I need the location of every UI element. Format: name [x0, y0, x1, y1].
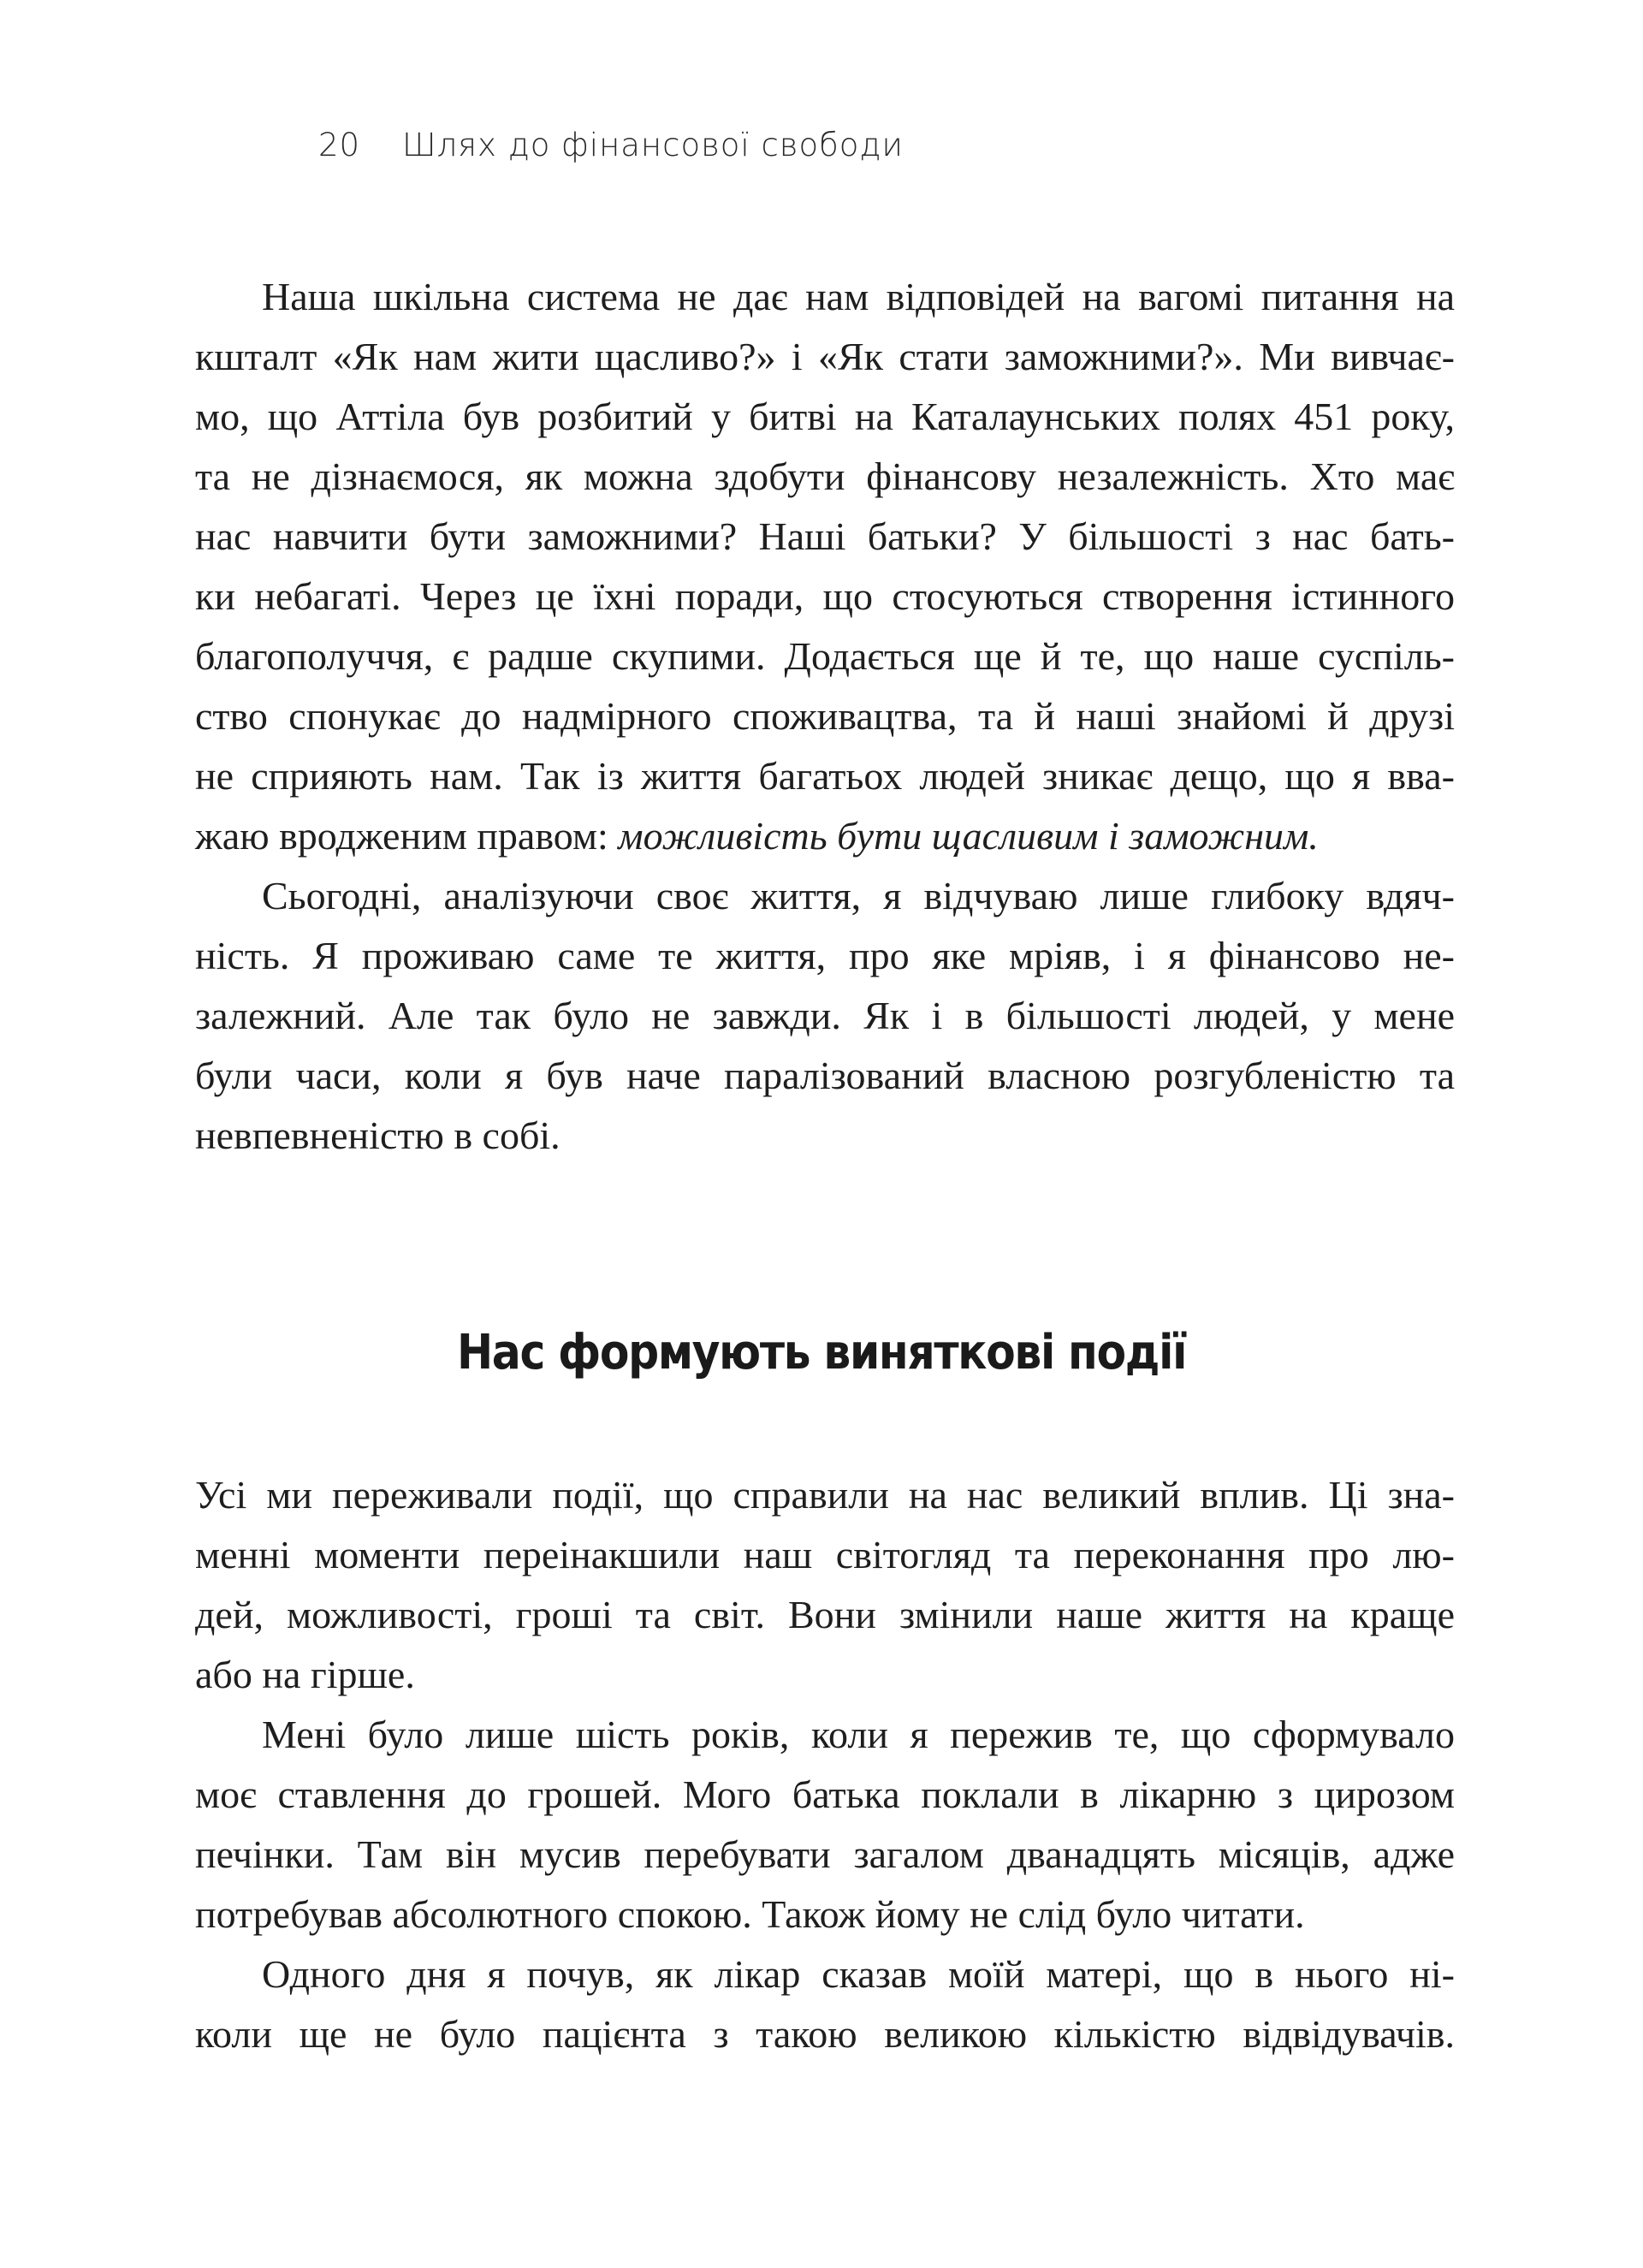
text-line: [195, 806, 1455, 866]
text-line: Мені було лише шість років, коли я пережив те, що сформувало: [262, 1713, 1455, 1756]
text-line: печінки. Там він мусив перебувати загалом дванадцять місяців, адже: [195, 1832, 1455, 1876]
text-line: менні моменти переінакшили наш світогляд та переконання про лю-: [195, 1533, 1455, 1576]
text-line: моє ставлення до грошей. Мого батька поклали в лікарню з цирозом: [195, 1772, 1455, 1816]
text-line: нас навчити бути заможними? Наші батьки? У більшості з нас бать-: [195, 514, 1455, 558]
text-line: коли ще не було пацієнта з такою великою кількістю відвідувачів.: [195, 2012, 1455, 2056]
section-heading: Нас формують виняткові події: [456, 1325, 1187, 1380]
text-line: Одного дня я почув, як лікар сказав моїй матері, що в нього ні-: [262, 1952, 1455, 1996]
text-line: потребував абсолютного спокою. Також йому не слід було читати.: [195, 1892, 1305, 1936]
text-line: не сприяють нам. Так із життя багатьох людей зникає дещо, що я вва-: [195, 754, 1455, 798]
text-line: Усі ми переживали події, що справили на нас великий вплив. Ці зна-: [195, 1473, 1455, 1517]
text-line: ність. Я проживаю саме те життя, про яке мріяв, і я фінансово не-: [195, 934, 1455, 977]
text-line: мо, що Аттіла був розбитий у битві на Каталаунських полях 451 року,: [195, 395, 1455, 438]
running-header: [318, 127, 904, 163]
text-line: або на гірше.: [195, 1653, 415, 1696]
text-line: ки небагаті. Через це їхні поради, що стосуються створення істинного: [195, 574, 1455, 618]
text-line: благополуччя, є радше скупими. Додається ще й те, що наше суспіль-: [195, 634, 1455, 678]
text-line: та не дізнаємося, як можна здобути фінансову незалежність. Хто має: [195, 454, 1455, 498]
page-number: 20: [318, 127, 361, 163]
text-line: кшталт «Як нам жити щасливо?» і «Як стати заможними?». Ми вивчає-: [195, 335, 1455, 378]
text-line: залежний. Але так було не завжди. Як і в більшості людей, у мене: [195, 994, 1455, 1037]
text-line: Сьогодні, аналізуючи своє життя, я відчуваю лише глибоку вдяч-: [262, 874, 1455, 917]
text-line: ство спонукає до надмірного споживацтва, та й наші знайомі й друзі: [195, 694, 1455, 738]
italic-emphasis: можливість бути щасливим і заможним.: [618, 814, 1319, 858]
text-line: дей, можливості, гроші та світ. Вони змінили наше життя на краще: [195, 1593, 1455, 1636]
text-line: невпевненістю в собі.: [195, 1113, 561, 1157]
text-line: Наша шкільна система не дає нам відповідей на вагомі питання на: [262, 275, 1455, 318]
text-segment: жаю вродженим правом:: [195, 814, 608, 858]
text-line: були часи, коли я був наче паралізований власною розгубленістю та: [195, 1054, 1455, 1097]
book-title: Шлях до фінансової свободи: [402, 127, 904, 163]
